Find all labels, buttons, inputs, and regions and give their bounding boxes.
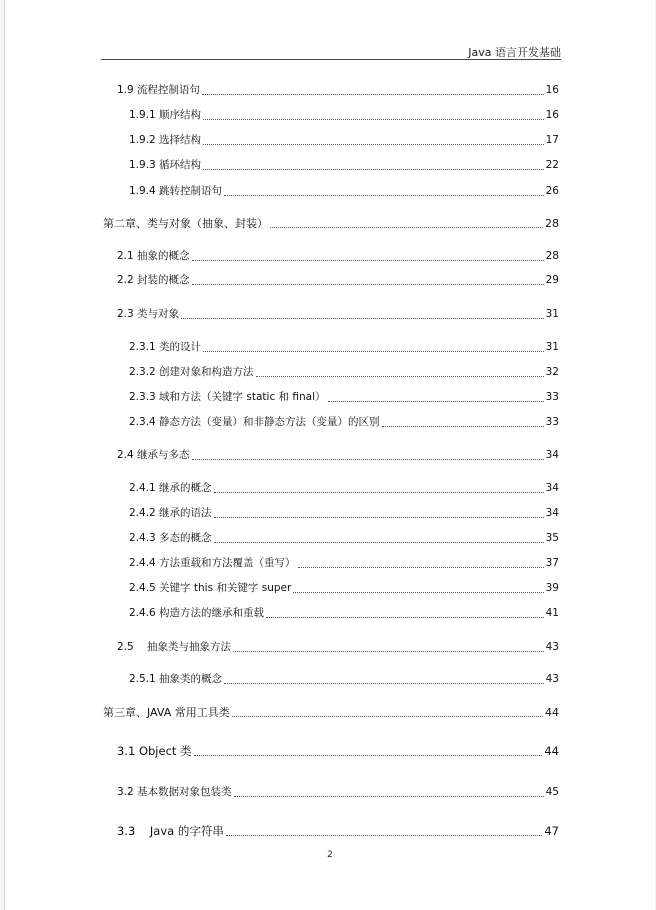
toc-entry-title: 2.2 封装的概念 <box>117 274 190 286</box>
toc-entry-page: 34 <box>545 507 559 519</box>
toc-leader <box>192 283 544 285</box>
toc-entry[interactable] <box>129 341 559 354</box>
toc-entry[interactable] <box>117 308 559 321</box>
toc-leader <box>224 194 544 196</box>
toc-leader <box>224 682 544 684</box>
running-header: Java 语言开发基础 <box>468 46 561 59</box>
toc-entry[interactable] <box>117 825 559 838</box>
toc-entry[interactable] <box>129 109 559 122</box>
toc-entry-title: 2.1 抽象的概念 <box>117 250 190 262</box>
toc-entry-page: 34 <box>545 449 559 461</box>
toc-entry-page: 41 <box>545 607 559 619</box>
toc-entry-page: 16 <box>545 84 559 96</box>
toc-entry[interactable] <box>117 641 559 654</box>
toc-entry-page: 47 <box>544 824 559 838</box>
toc-entry[interactable] <box>129 582 559 595</box>
toc-entry[interactable] <box>117 274 559 287</box>
toc-entry-title: 2.5.1 抽象类的概念 <box>129 673 223 685</box>
toc-entry-title: 2.4.3 多态的概念 <box>129 532 212 544</box>
toc-entry-page: 39 <box>545 582 559 594</box>
toc-entry-page: 32 <box>545 366 559 378</box>
toc-leader <box>202 93 544 95</box>
toc-leader <box>233 650 544 652</box>
toc-entry-page: 44 <box>545 706 559 719</box>
toc-entry-page: 43 <box>545 641 559 653</box>
toc-entry-title: 1.9 流程控制语句 <box>117 84 201 96</box>
toc-leader <box>194 754 543 756</box>
toc-leader <box>298 566 544 568</box>
toc-entry-title: 2.4.6 构造方法的继承和重载 <box>129 607 265 619</box>
toc-entry-title: 1.9.2 选择结构 <box>129 134 202 146</box>
toc-entry[interactable] <box>129 416 559 429</box>
toc-leader <box>203 118 544 120</box>
toc-entry-title: 1.9.3 循环结构 <box>129 159 202 171</box>
toc-entry-title: 2.4.1 继承的概念 <box>129 482 212 494</box>
toc-entry-page: 28 <box>545 250 559 262</box>
toc-entry-page: 43 <box>545 673 559 685</box>
toc-entry[interactable] <box>129 366 559 379</box>
toc-leader <box>266 616 544 618</box>
toc-entry[interactable] <box>129 134 559 147</box>
toc-entry[interactable] <box>129 673 559 686</box>
toc-leader <box>214 516 544 518</box>
toc-leader <box>226 834 543 836</box>
header-rule <box>101 59 561 60</box>
toc-entry-title: 2.3.3 域和方法（关键字 static 和 final） <box>129 391 326 403</box>
toc-entry-title: 2.4.2 继承的语法 <box>129 507 212 519</box>
toc-entry[interactable] <box>129 607 559 620</box>
toc-leader <box>203 143 544 145</box>
toc-entry-page: 22 <box>545 159 559 171</box>
toc-leader <box>270 226 543 228</box>
page-number: 2 <box>327 850 333 860</box>
toc-entry-title: 第三章、JAVA 常用工具类 <box>103 706 230 719</box>
toc-leader <box>232 715 543 717</box>
toc-entry-title: 2.4.4 方法重载和方法覆盖（重写） <box>129 557 296 569</box>
toc-entry[interactable] <box>117 449 559 462</box>
toc-leader <box>192 458 544 460</box>
toc-entry-page: 33 <box>545 416 559 428</box>
toc-leader <box>256 375 544 377</box>
toc-entry-title: 2.4 继承与多态 <box>117 449 190 461</box>
toc-entry-page: 17 <box>545 134 559 146</box>
toc-leader <box>234 795 544 797</box>
toc-entry-title: 2.3 类与对象 <box>117 308 180 320</box>
toc-leader <box>203 168 544 170</box>
toc-entry-title: 2.3.1 类的设计 <box>129 341 202 353</box>
toc-leader <box>328 400 544 402</box>
toc-entry-page: 45 <box>545 786 559 798</box>
toc-entry-title: 3.2 基本数据对象包装类 <box>117 786 232 798</box>
toc-entry[interactable] <box>129 557 559 570</box>
toc-leader <box>293 591 543 593</box>
toc-entry-title: 2.3.2 创建对象和构造方法 <box>129 366 254 378</box>
toc-entry-page: 29 <box>545 274 559 286</box>
toc-entry-page: 44 <box>544 744 559 758</box>
toc-leader <box>203 350 544 352</box>
toc-entry-title: 1.9.1 顺序结构 <box>129 109 202 121</box>
toc-entry-page: 28 <box>545 217 559 230</box>
toc-entry-title: 第二章、类与对象（抽象、封装） <box>103 217 268 230</box>
toc-entry[interactable] <box>129 159 559 172</box>
toc-entry-page: 26 <box>545 185 559 197</box>
document-page <box>4 0 655 910</box>
toc-entry[interactable] <box>117 745 559 758</box>
toc-entry[interactable] <box>117 250 559 263</box>
toc-entry-page: 35 <box>545 532 559 544</box>
toc-entry[interactable] <box>117 84 559 97</box>
toc-entry-title: 2.3.4 静态方法（变量）和非静态方法（变量）的区别 <box>129 416 380 428</box>
toc-entry[interactable] <box>129 532 559 545</box>
toc-chapter-entry[interactable] <box>103 706 559 719</box>
toc-entry[interactable] <box>129 391 559 404</box>
toc-entry[interactable] <box>117 786 559 799</box>
toc-entry-page: 33 <box>545 391 559 403</box>
toc-entry-page: 37 <box>545 557 559 569</box>
toc-entry[interactable] <box>129 185 559 198</box>
toc-leader <box>214 541 544 543</box>
toc-chapter-entry[interactable] <box>103 217 559 230</box>
toc-leader <box>181 317 544 319</box>
toc-entry-page: 31 <box>545 341 559 353</box>
toc-entry-title: 3.1 Object 类 <box>117 744 192 758</box>
toc-leader <box>382 425 544 427</box>
toc-entry[interactable] <box>129 482 559 495</box>
toc-entry-page: 31 <box>545 308 559 320</box>
toc-entry-title: 1.9.4 跳转控制语句 <box>129 185 223 197</box>
toc-leader <box>192 259 544 261</box>
toc-leader <box>214 491 544 493</box>
toc-entry-page: 16 <box>545 109 559 121</box>
toc-entry[interactable] <box>129 507 559 520</box>
toc-entry-title: 3.3 Java 的字符串 <box>117 824 224 838</box>
toc-entry-title: 2.4.5 关键字 this 和关键字 super <box>129 582 292 594</box>
toc-entry-title: 2.5 抽象类与抽象方法 <box>117 641 232 653</box>
toc-entry-page: 34 <box>545 482 559 494</box>
